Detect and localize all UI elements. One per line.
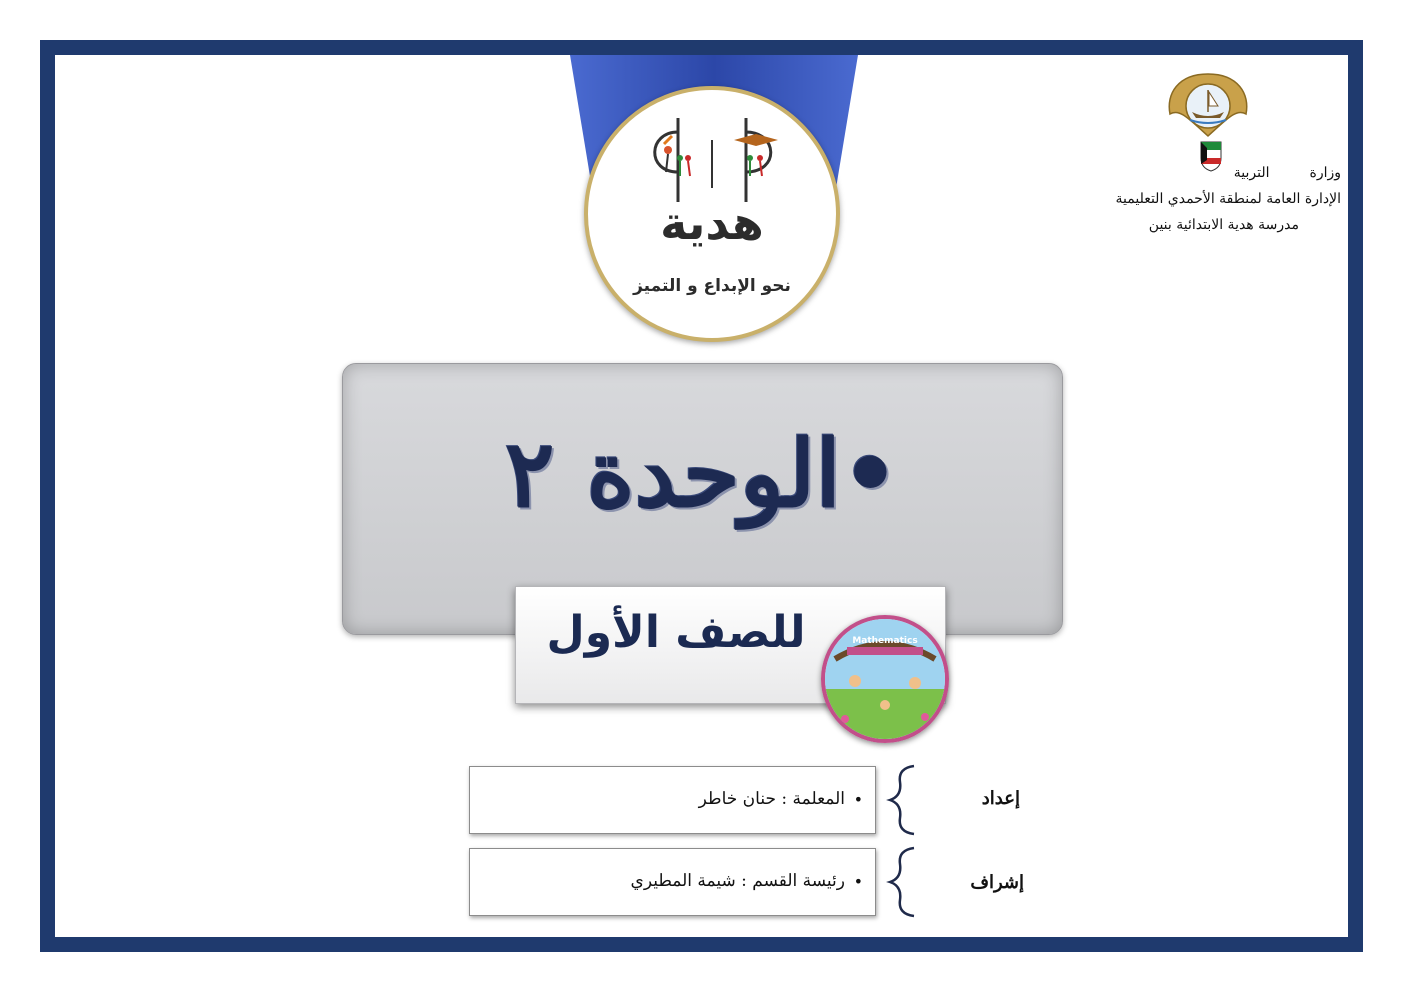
brace-icon — [884, 846, 924, 918]
math-book-badge — [821, 615, 949, 743]
education-word: التربية — [1233, 165, 1270, 181]
book-label: Mathematics — [852, 636, 918, 646]
kuwait-emblem-icon — [1160, 70, 1256, 146]
prepared-label: إعداد — [981, 788, 1020, 809]
school-name-line: مدرسة هدية الابتدائية بنين — [1148, 217, 1299, 233]
book-cover-illustration-icon — [825, 619, 945, 739]
prepared-by-value: المعلمة : حنان خاطر — [698, 789, 845, 809]
brace-icon — [884, 764, 924, 836]
supervision-label: إشراف — [970, 872, 1024, 893]
supervision-value: رئيسة القسم : شيمة المطيري — [630, 871, 845, 891]
logo-slogan: نحو الإبداع و التميز — [633, 276, 791, 296]
bullet-icon: • — [853, 790, 863, 809]
supervision-box — [469, 848, 876, 916]
grade-title: للصف الأول — [546, 607, 806, 658]
school-logo-medallion — [584, 86, 840, 342]
prepared-by-box — [469, 766, 876, 834]
directorate-line: الإدارة العامة لمنطقة الأحمدي التعليمية — [1115, 191, 1341, 207]
ministry-word: وزارة — [1309, 165, 1341, 181]
logo-word: هدية — [660, 196, 764, 250]
school-logo-icon — [608, 110, 816, 210]
bullet-icon: • — [853, 872, 863, 891]
ministry-header — [1021, 160, 1341, 238]
unit-title: •الوحدة ٢ — [505, 420, 900, 528]
